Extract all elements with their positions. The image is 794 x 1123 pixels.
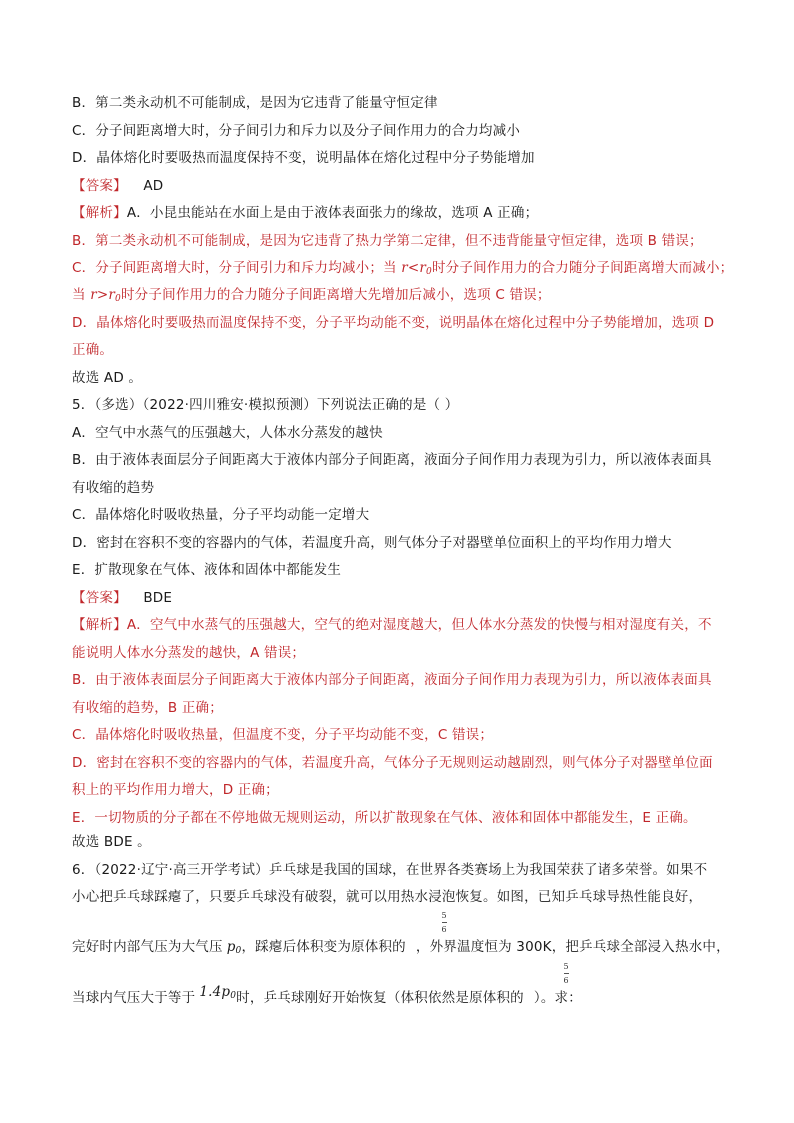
- q4-analysis-b: B．第二类永动机不可能制成，是因为它违背了热力学第二定律，但不违背能量守恒定律，选项 B 错误；: [72, 233, 703, 249]
- q4-option-c: C．分子间距离增大时，分子间引力和斥力以及分子间作用力的合力均减小: [72, 123, 521, 139]
- q6-line3-b: ，踩瘪后体积变为原体积的: [241, 939, 406, 955]
- q6-line4-b: 时，乒乓球刚好开始恢复（体积依然是原体积的: [236, 990, 524, 1006]
- q5-analysis-b2: 有收缩的趋势，B 正确；: [72, 700, 223, 716]
- q4-ana-c2-var: r>r: [90, 287, 116, 303]
- q4-analysis-a: [72, 204, 538, 222]
- q4-ana-c2-b: 时分子间作用力的合力随分子间距离增大先增加后减小，选项 C 错误；: [120, 287, 551, 303]
- q6-line3-a: 完好时内部气压为大气压: [72, 939, 223, 955]
- q4-ana-c1-sub: 0: [426, 267, 432, 277]
- q4-ana-a-text: A．小昆虫能站在水面上是由于液体表面张力的缘故，选项 A 正确；: [126, 205, 539, 221]
- q5-analysis-a2: 能说明人体水分蒸发的越快，A 错误；: [72, 645, 306, 661]
- q6-line4-a: 当球内气压大于等于: [72, 990, 196, 1006]
- q4-option-b: B．第二类永动机不可能制成，是因为它违背了能量守恒定律: [72, 95, 438, 111]
- q6-line-4: [72, 984, 582, 1011]
- q5-option-b1: B．由于液体表面层分子间距离大于液体内部分子间距离，液面分子间作用力表现为引力，所以液体表面具: [72, 452, 712, 468]
- q4-analysis-d1: D．晶体熔化时要吸热而温度保持不变，分子平均动能不变，说明晶体在熔化过程中分子势能增加，选项 D: [72, 315, 715, 331]
- q6-frac1-num: 5: [441, 911, 447, 920]
- q4-answer: AD: [143, 178, 164, 194]
- q6-line-3: [72, 938, 730, 960]
- q4-analysis-tag: 【解析】: [72, 205, 127, 221]
- q5-analysis-d1: D．密封在容积不变的容器内的气体，若温度升高，气体分子无规则运动越剧烈，则气体分子对器壁单位面: [72, 755, 713, 771]
- q4-ana-c2-a: 当: [72, 287, 91, 303]
- q4-answer-line: [72, 177, 163, 195]
- q5-analysis-d2: 积上的平均作用力增大，D 正确；: [72, 782, 279, 798]
- q5-answer-tag: 【答案】: [72, 590, 127, 606]
- q5-stem: 5．（多选）（2022·四川雅安·模拟预测）下列说法正确的是（ ）: [72, 397, 459, 413]
- q4-analysis-c2: [72, 286, 551, 308]
- q6-line3-var: p: [226, 939, 236, 955]
- q4-ana-c1-var: r<r: [401, 260, 427, 276]
- q4-ana-c2-sub: 0: [115, 294, 121, 304]
- q6-fraction-2: [562, 962, 570, 985]
- q6-line4-coef: 1.4: [199, 984, 222, 1000]
- q4-option-d: D．晶体熔化时要吸热而温度保持不变，说明晶体在熔化过程中分子势能增加: [72, 150, 535, 166]
- q5-analysis-e: E．一切物质的分子都在不停地做无规则运动，所以扩散现象在气体、液体和固体中都能发生，E 正确。: [72, 810, 697, 826]
- q5-analysis-a1: [72, 616, 712, 634]
- q4-conclusion: 故选 AD 。: [72, 370, 143, 386]
- q6-fraction-1: [440, 911, 448, 934]
- q6-line4-sub: 0: [230, 991, 237, 1001]
- q5-option-e: E．扩散现象在气体、液体和固体中都能发生: [72, 562, 342, 578]
- q6-line4-c: ）。求：: [533, 990, 582, 1006]
- q4-ana-c1-b: 时分子间作用力的合力随分子间距离增大而减小；: [431, 260, 734, 276]
- q5-answer: BDE: [143, 590, 173, 606]
- q5-analysis-tag: 【解析】: [72, 617, 127, 633]
- q6-line3-c: ，外界温度恒为 300K，把乒乓球全部浸入热水中，: [415, 939, 730, 955]
- q4-analysis-c1: [72, 259, 733, 281]
- q4-ana-c1-a: C．分子间距离增大时，分子间引力和斥力均减小；当: [72, 260, 402, 276]
- q6-line-1: 6．（2022·辽宁·高三开学考试）乒乓球是我国的国球，在世界各类赛场上为我国荣获了诸多荣誉。如果不: [72, 862, 708, 878]
- q6-frac2-num: 5: [563, 962, 569, 971]
- q5-analysis-b1: B．由于液体表面层分子间距离大于液体内部分子间距离，液面分子间作用力表现为引力，所以液体表面具: [72, 672, 712, 688]
- q6-line4-var: p: [221, 984, 231, 1000]
- q5-analysis-c: C．晶体熔化时吸收热量，但温度不变，分子平均动能不变，C 错误；: [72, 727, 494, 743]
- q5-option-d: D．密封在容积不变的容器内的气体，若温度升高，则气体分子对器壁单位面积上的平均作用力增大: [72, 535, 672, 551]
- q5-conclusion: 故选 BDE 。: [72, 834, 151, 850]
- q6-line3-sub: 0: [235, 946, 242, 956]
- q4-answer-tag: 【答案】: [72, 178, 127, 194]
- q5-ana-a1-text: A．空气中水蒸气的压强越大，空气的绝对湿度越大，但人体水分蒸发的快慢与相对湿度有关，不: [126, 617, 712, 633]
- q5-answer-line: [72, 589, 172, 607]
- q5-option-b2: 有收缩的趋势: [72, 480, 155, 496]
- q6-frac2-den: 6: [563, 976, 569, 985]
- q5-option-a: A．空气中水蒸气的压强越大，人体水分蒸发的越快: [72, 425, 383, 441]
- q4-analysis-d2: 正确。: [72, 342, 114, 358]
- q6-line-2: 小心把乒乓球踩瘪了，只要乒乓球没有破裂，就可以用热水浸泡恢复。如图，已知乒乓球导热性能良好，: [72, 889, 703, 905]
- q5-option-c: C．晶体熔化时吸收热量，分子平均动能一定增大: [72, 507, 370, 523]
- q6-frac1-den: 6: [441, 925, 447, 934]
